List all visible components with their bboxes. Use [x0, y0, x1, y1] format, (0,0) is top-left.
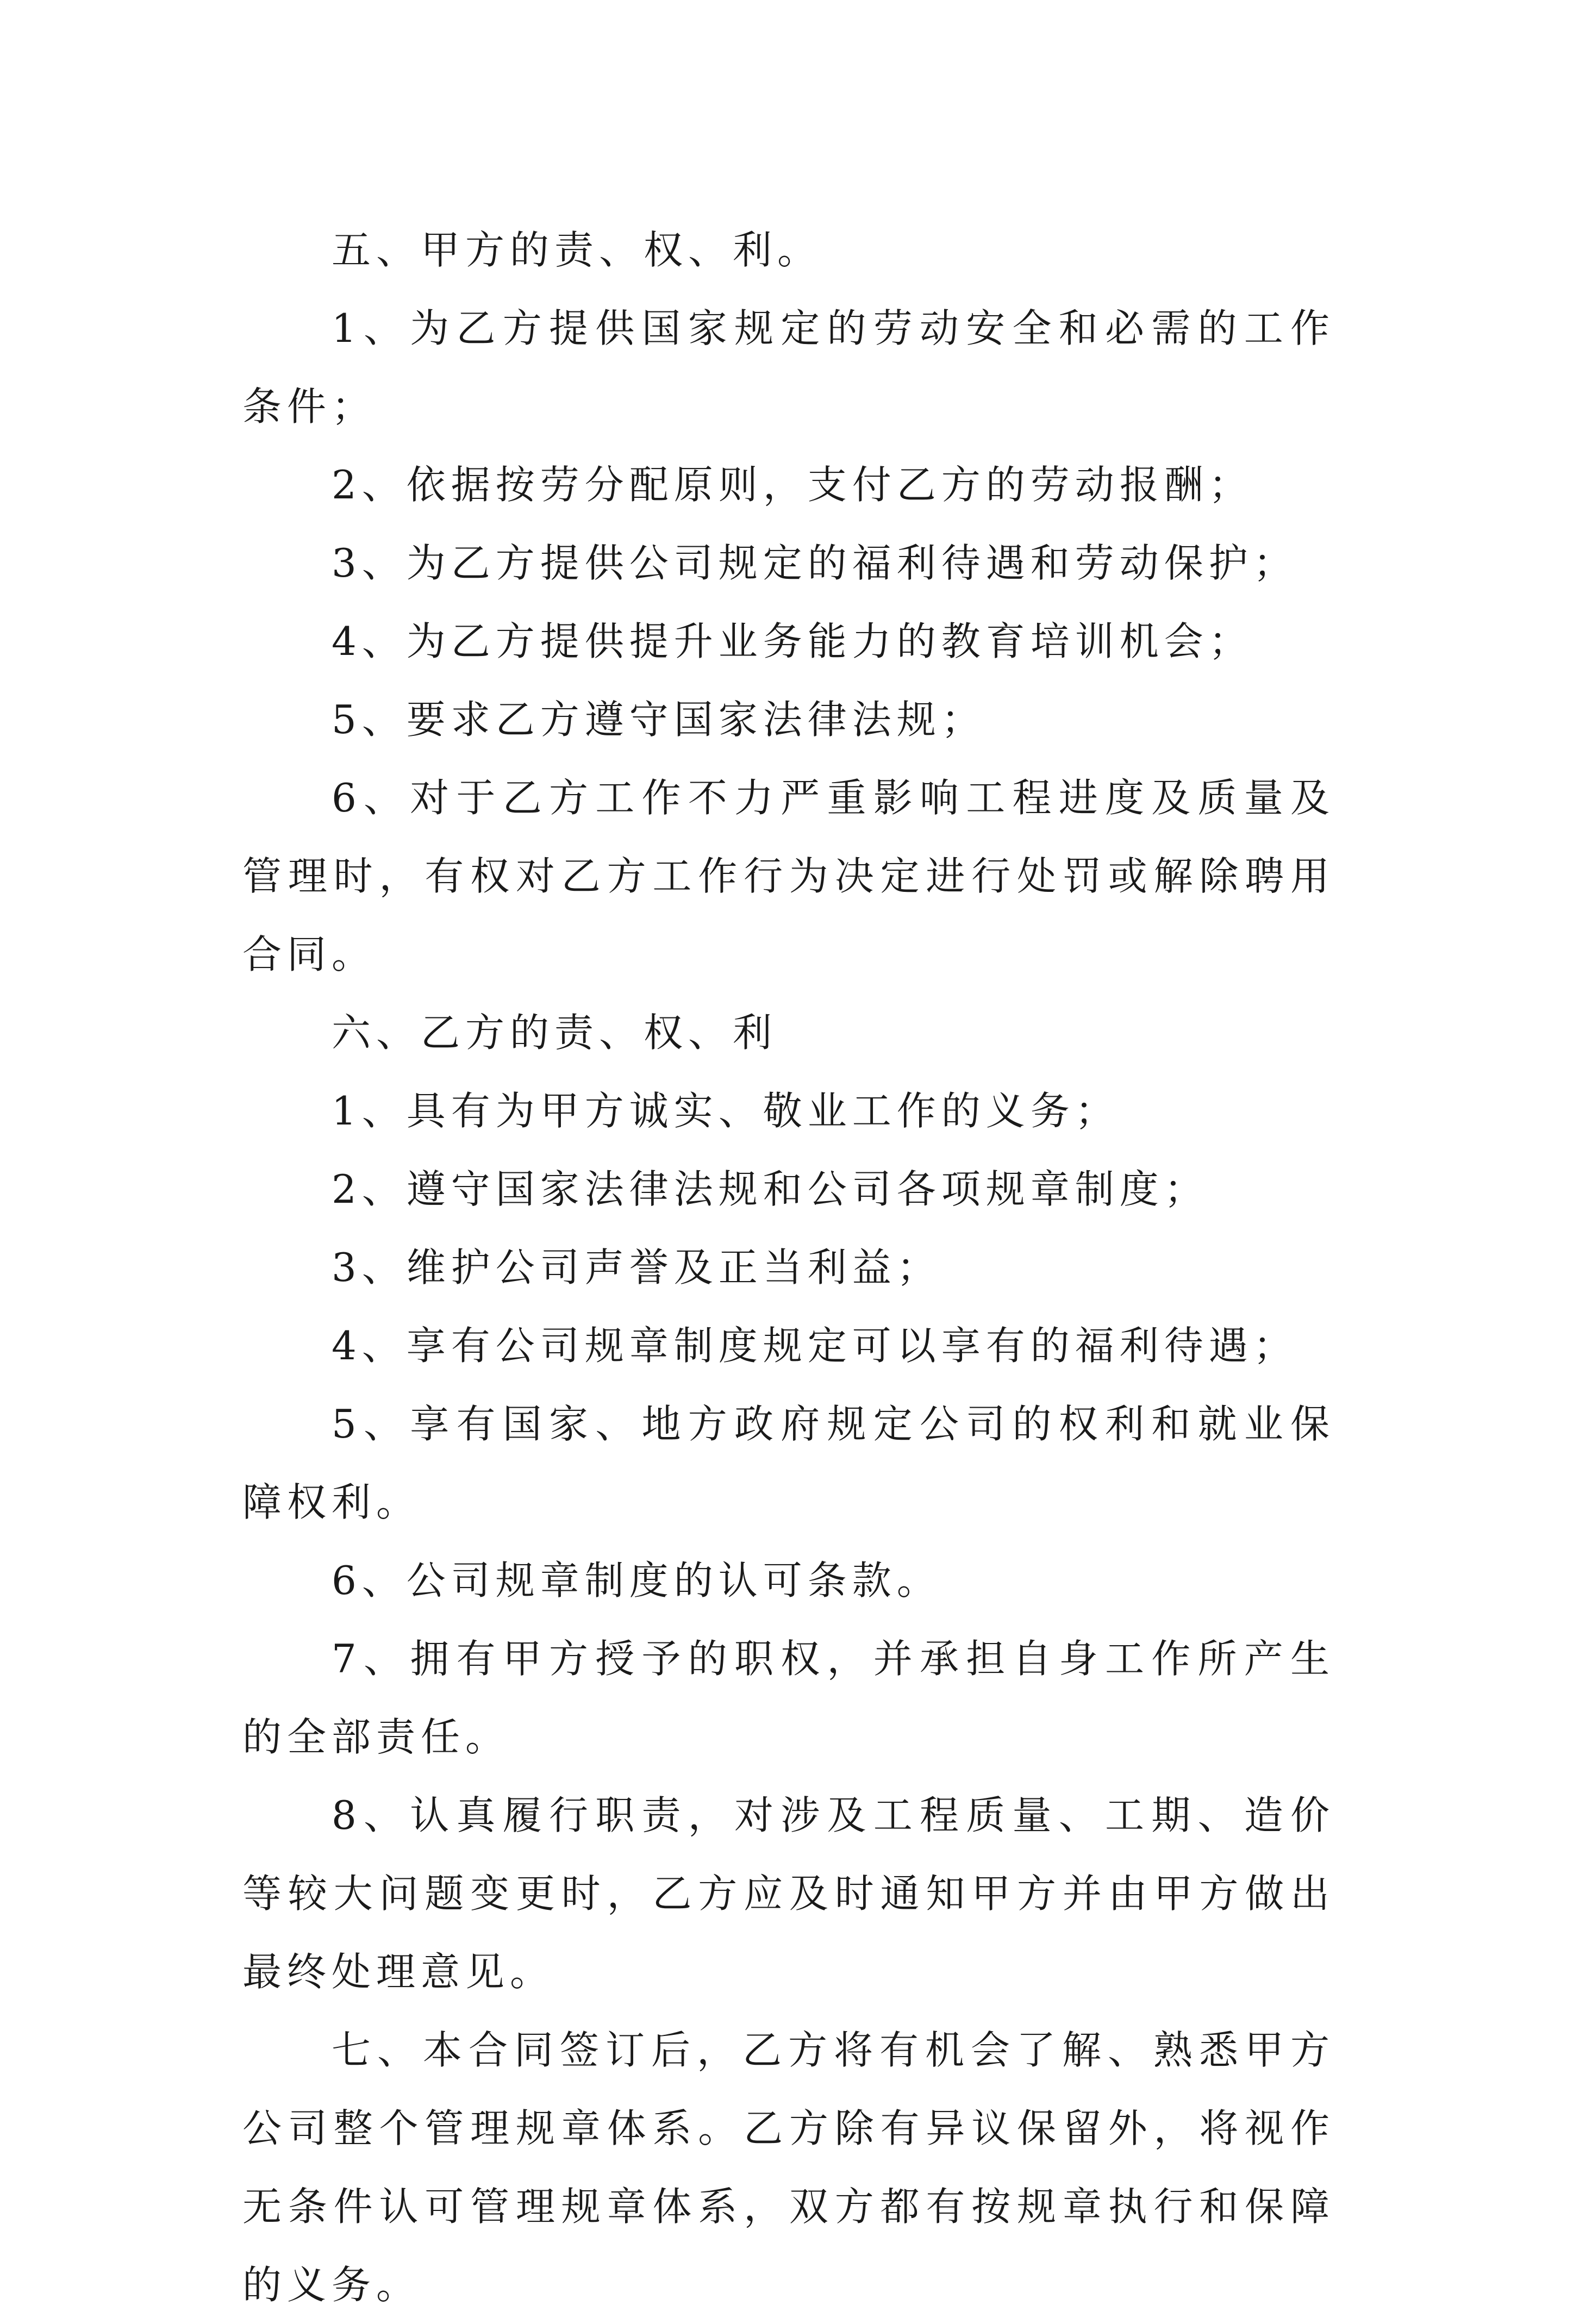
party-b-item-4: 4、享有公司规章制度规定可以享有的福利待遇； — [332, 1323, 1298, 1369]
party-b-item-7: 7、拥有甲方授予的职权，并承担自身工作所产生的全部责任。 — [242, 1636, 1335, 1760]
party-b-item-8: 8、认真履行职责，对涉及工程质量、工期、造价等较大问题变更时，乙方应及时通知甲方并由甲方做出最终处理意见。 — [242, 1792, 1335, 1995]
party-b-item-1: 1、具有为甲方诚实、敬业工作的义务； — [332, 1088, 1120, 1134]
section-seven-paragraph: 七、本合同签订后，乙方将有机会了解、熟悉甲方公司整个管理规章体系。乙方除有异议保留外，将视作无条件认可管理规章体系，双方都有按规章执行和保障的义务。 — [242, 2027, 1335, 2308]
party-a-item-6: 6、对于乙方工作不力严重影响工程进度及质量及管理时，有权对乙方工作行为决定进行处罚或解除聘用合同。 — [242, 775, 1335, 977]
party-a-item-3: 3、为乙方提供公司规定的福利待遇和劳动保护； — [332, 540, 1298, 586]
party-a-item-1: 1、为乙方提供国家规定的劳动安全和必需的工作条件； — [242, 305, 1335, 429]
party-a-item-2: 2、依据按劳分配原则，支付乙方的劳动报酬； — [332, 462, 1253, 508]
party-b-item-5: 5、享有国家、地方政府规定公司的权利和就业保障权利。 — [242, 1401, 1335, 1525]
party-b-item-3: 3、维护公司声誉及正当利益； — [332, 1245, 941, 1290]
document-body — [242, 211, 1335, 2324]
party-b-item-6: 6、公司规章制度的认可条款。 — [332, 1558, 941, 1603]
section-heading-party-a: 五、甲方的责、权、利。 — [332, 227, 822, 273]
party-b-item-2: 2、遵守国家法律法规和公司各项规章制度； — [332, 1166, 1209, 1212]
section-heading-party-b: 六、乙方的责、权、利 — [332, 1010, 778, 1055]
party-a-item-5: 5、要求乙方遵守国家法律法规； — [332, 697, 986, 742]
party-a-item-4: 4、为乙方提供提升业务能力的教育培训机会； — [332, 619, 1253, 664]
